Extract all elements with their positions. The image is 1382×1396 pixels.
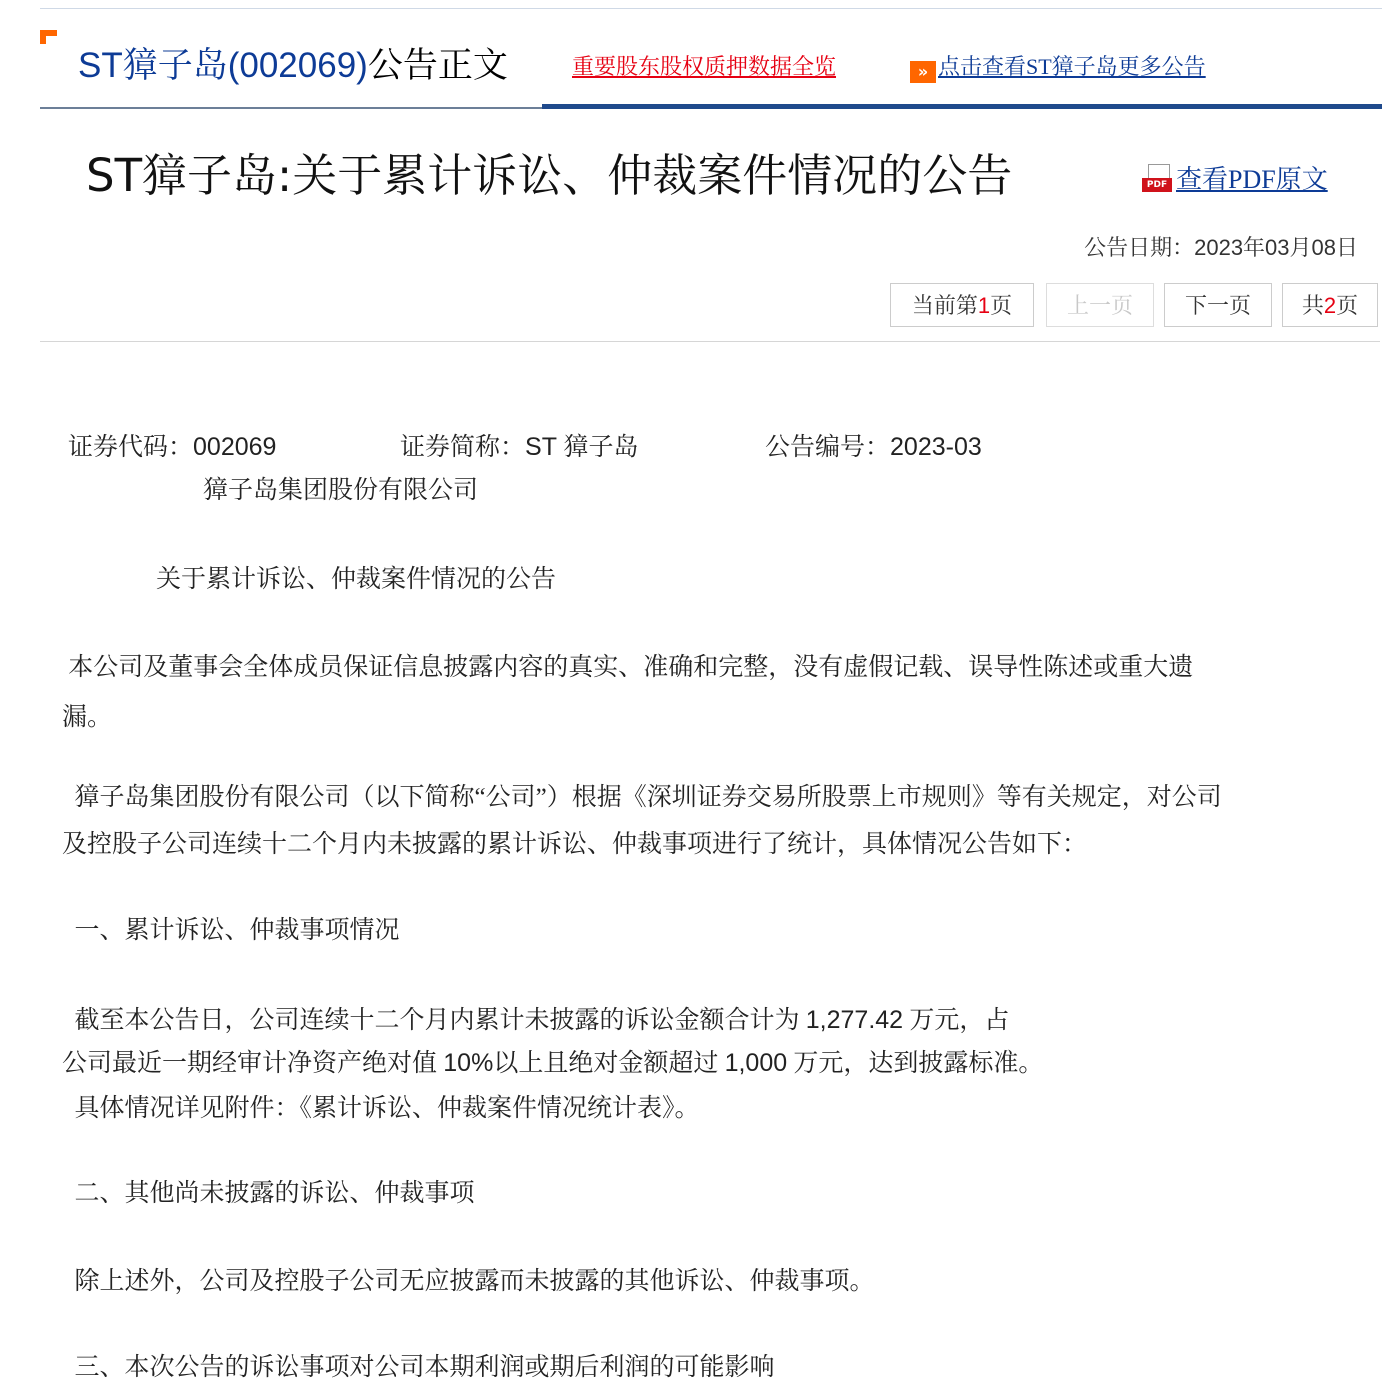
paragraph-line: 截至本公告日，公司连续十二个月内累计未披露的诉讼金额合计为 1,277.42 万元，占 [62,1006,1010,1034]
header-stock-name: ST獐子岛(002069) [78,46,368,85]
top-rule [40,8,1382,9]
section-heading: 三、本次公告的诉讼事项对公司本期利润或期后利润的可能影响 [62,1354,775,1381]
paragraph-line: 及控股子公司连续十二个月内未披露的累计诉讼、仲裁事项进行了统计，具体情况公告如下： [62,831,1088,858]
pager-next-button[interactable]: 下一页 [1164,283,1272,327]
publish-date-label: 公告日期： [1084,235,1195,260]
more-announcements-label: 点击查看ST獐子岛更多公告 [938,54,1206,79]
view-pdf-link[interactable] [1142,162,1328,198]
paragraph-line: 本公司及董事会全体成员保证信息披露内容的真实、准确和完整，没有虚假记载、误导性陈述或重大遗 [62,654,1194,681]
section-heading: 一、累计诉讼、仲裁事项情况 [62,917,400,944]
header-underline-right [542,104,1382,109]
header-underline-left [40,107,542,109]
pager-current-page: 当前第1页 [890,283,1034,327]
section-heading: 二、其他尚未披露的诉讼、仲裁事项 [62,1180,475,1207]
view-pdf-label: 查看PDF原文 [1176,165,1328,194]
paragraph-line: 獐子岛集团股份有限公司（以下简称“公司”）根据《深圳证券交易所股票上市规则》等有关规定，对公司 [62,784,1222,811]
header-title [78,42,508,90]
announcement-number: 公告编号：2023-03 [765,433,982,461]
content-divider [40,341,1380,342]
double-arrow-icon: » [910,61,936,83]
corner-accent-icon [40,30,57,44]
paragraph-line: 公司最近一期经审计净资产绝对值 10%以上且绝对金额超过 1,000 万元，达到披露标准。 [62,1049,1044,1077]
more-announcements-link[interactable] [910,52,1206,83]
publish-date-value: 2023年03月08日 [1194,235,1358,260]
pager-prev-button[interactable]: 上一页 [1046,283,1154,327]
announcement-subtitle: 关于累计诉讼、仲裁案件情况的公告 [156,566,557,593]
paragraph-line: 具体情况详见附件：《累计诉讼、仲裁案件情况统计表》。 [62,1095,700,1122]
header-title-suffix: 公告正文 [367,46,508,85]
company-name: 獐子岛集团股份有限公司 [203,477,479,504]
security-abbr: 证券简称：ST 獐子岛 [400,433,639,461]
pledge-data-link[interactable]: 重要股东股权质押数据全览 [572,54,837,79]
pdf-file-icon: PDF [1142,164,1172,196]
paragraph-line: 漏。 [62,704,113,731]
security-code: 证券代码：002069 [68,433,277,461]
pager-total-pages: 共2页 [1282,283,1378,327]
publish-date [1084,233,1358,263]
paragraph-line: 除上述外，公司及控股子公司无应披露而未披露的其他诉讼、仲裁事项。 [62,1268,875,1295]
document-title: ST獐子岛:关于累计诉讼、仲裁案件情况的公告 [86,149,1013,202]
